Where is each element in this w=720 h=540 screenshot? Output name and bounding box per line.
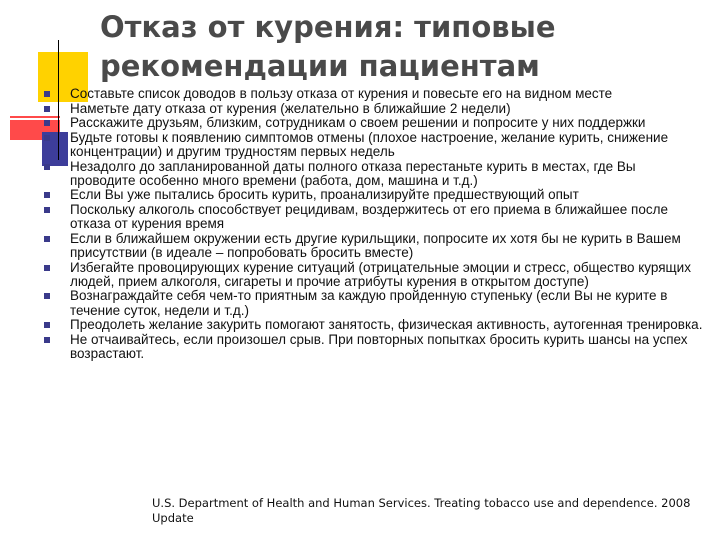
bullet-icon: [44, 106, 50, 112]
list-item: [44, 160, 704, 188]
list-item: [44, 87, 704, 101]
list-item: [44, 261, 704, 289]
list-item: [44, 102, 704, 116]
bullet-icon: [44, 293, 50, 299]
bullet-icon: [44, 135, 50, 141]
bullet-icon: [44, 322, 50, 328]
list-item: [44, 116, 704, 130]
list-item: [44, 232, 704, 260]
list-item-text: Будьте готовы к появлению симптомов отмены (плохое настроение, желание курить, снижение концентрации) и другим трудностям первых недель: [70, 129, 669, 159]
list-item-text: Наметьте дату отказа от курения (желательно в ближайшие 2 недели): [70, 100, 511, 116]
list-item-text: Если Вы уже пытались бросить курить, проанализируйте предшествующий опыт: [70, 187, 579, 203]
list-item-text: Не отчаивайтесь, если произошел срыв. При повторных попытках бросить курить шансы на успех возрастают.: [70, 331, 688, 361]
bullet-icon: [44, 265, 50, 271]
recommendation-list: [44, 87, 704, 362]
bullet-icon: [44, 207, 50, 213]
bullet-icon: [44, 337, 50, 343]
list-item: [44, 289, 704, 317]
slide-title: Отказ от курения: типовые рекомендации пациентам: [100, 10, 556, 83]
list-item: [44, 131, 704, 159]
list-item-text: Избегайте провоцирующих курение ситуаций (отрицательные эмоции и стресс, общество курящих людей, прием алкоголя, сигареты и прочие атрибуты курения в открытом доступе): [70, 259, 691, 289]
list-item-text: Составьте список доводов в пользу отказа от курения и повесьте его на видном месте: [70, 86, 613, 101]
source-citation: U.S. Department of Health and Human Services. Treating tobacco use and dependence. 2008 Update: [152, 496, 691, 525]
bullet-icon: [44, 192, 50, 198]
bullet-icon: [44, 120, 50, 126]
bullet-icon: [44, 164, 50, 170]
list-item-text: Расскажите друзьям, близким, сотрудникам о своем решении и попросите у них поддержки: [70, 115, 646, 131]
bullet-icon: [44, 91, 50, 97]
list-item: [44, 203, 704, 231]
list-item-text: Поскольку алкоголь способствует рецидивам, воздержитесь от его приема в ближайшее после отказа от курения время: [70, 201, 668, 232]
list-item: [44, 318, 704, 332]
list-item: [44, 333, 704, 361]
list-item: [44, 188, 704, 202]
list-item-text: Вознаграждайте себя чем-то приятным за каждую пройденную ступеньку (если Вы не курите в течение суток, недели и т.д.): [70, 288, 668, 318]
bullet-icon: [44, 236, 50, 242]
list-item-text: Преодолеть желание закурить помогают занятость, физическая активность, аутогенная тренировка.: [70, 317, 703, 333]
list-item-text: Незадолго до запланированной даты полного отказа перестаньте курить в местах, где Вы проводите особенно много времени (работа, дом, машина и т.д.): [70, 158, 636, 188]
list-item-text: Если в ближайшем окружении есть другие курильщики, попросите их хотя бы не курить в Вашем присутствии (в идеале – попробовать бросить вместе): [70, 230, 681, 260]
